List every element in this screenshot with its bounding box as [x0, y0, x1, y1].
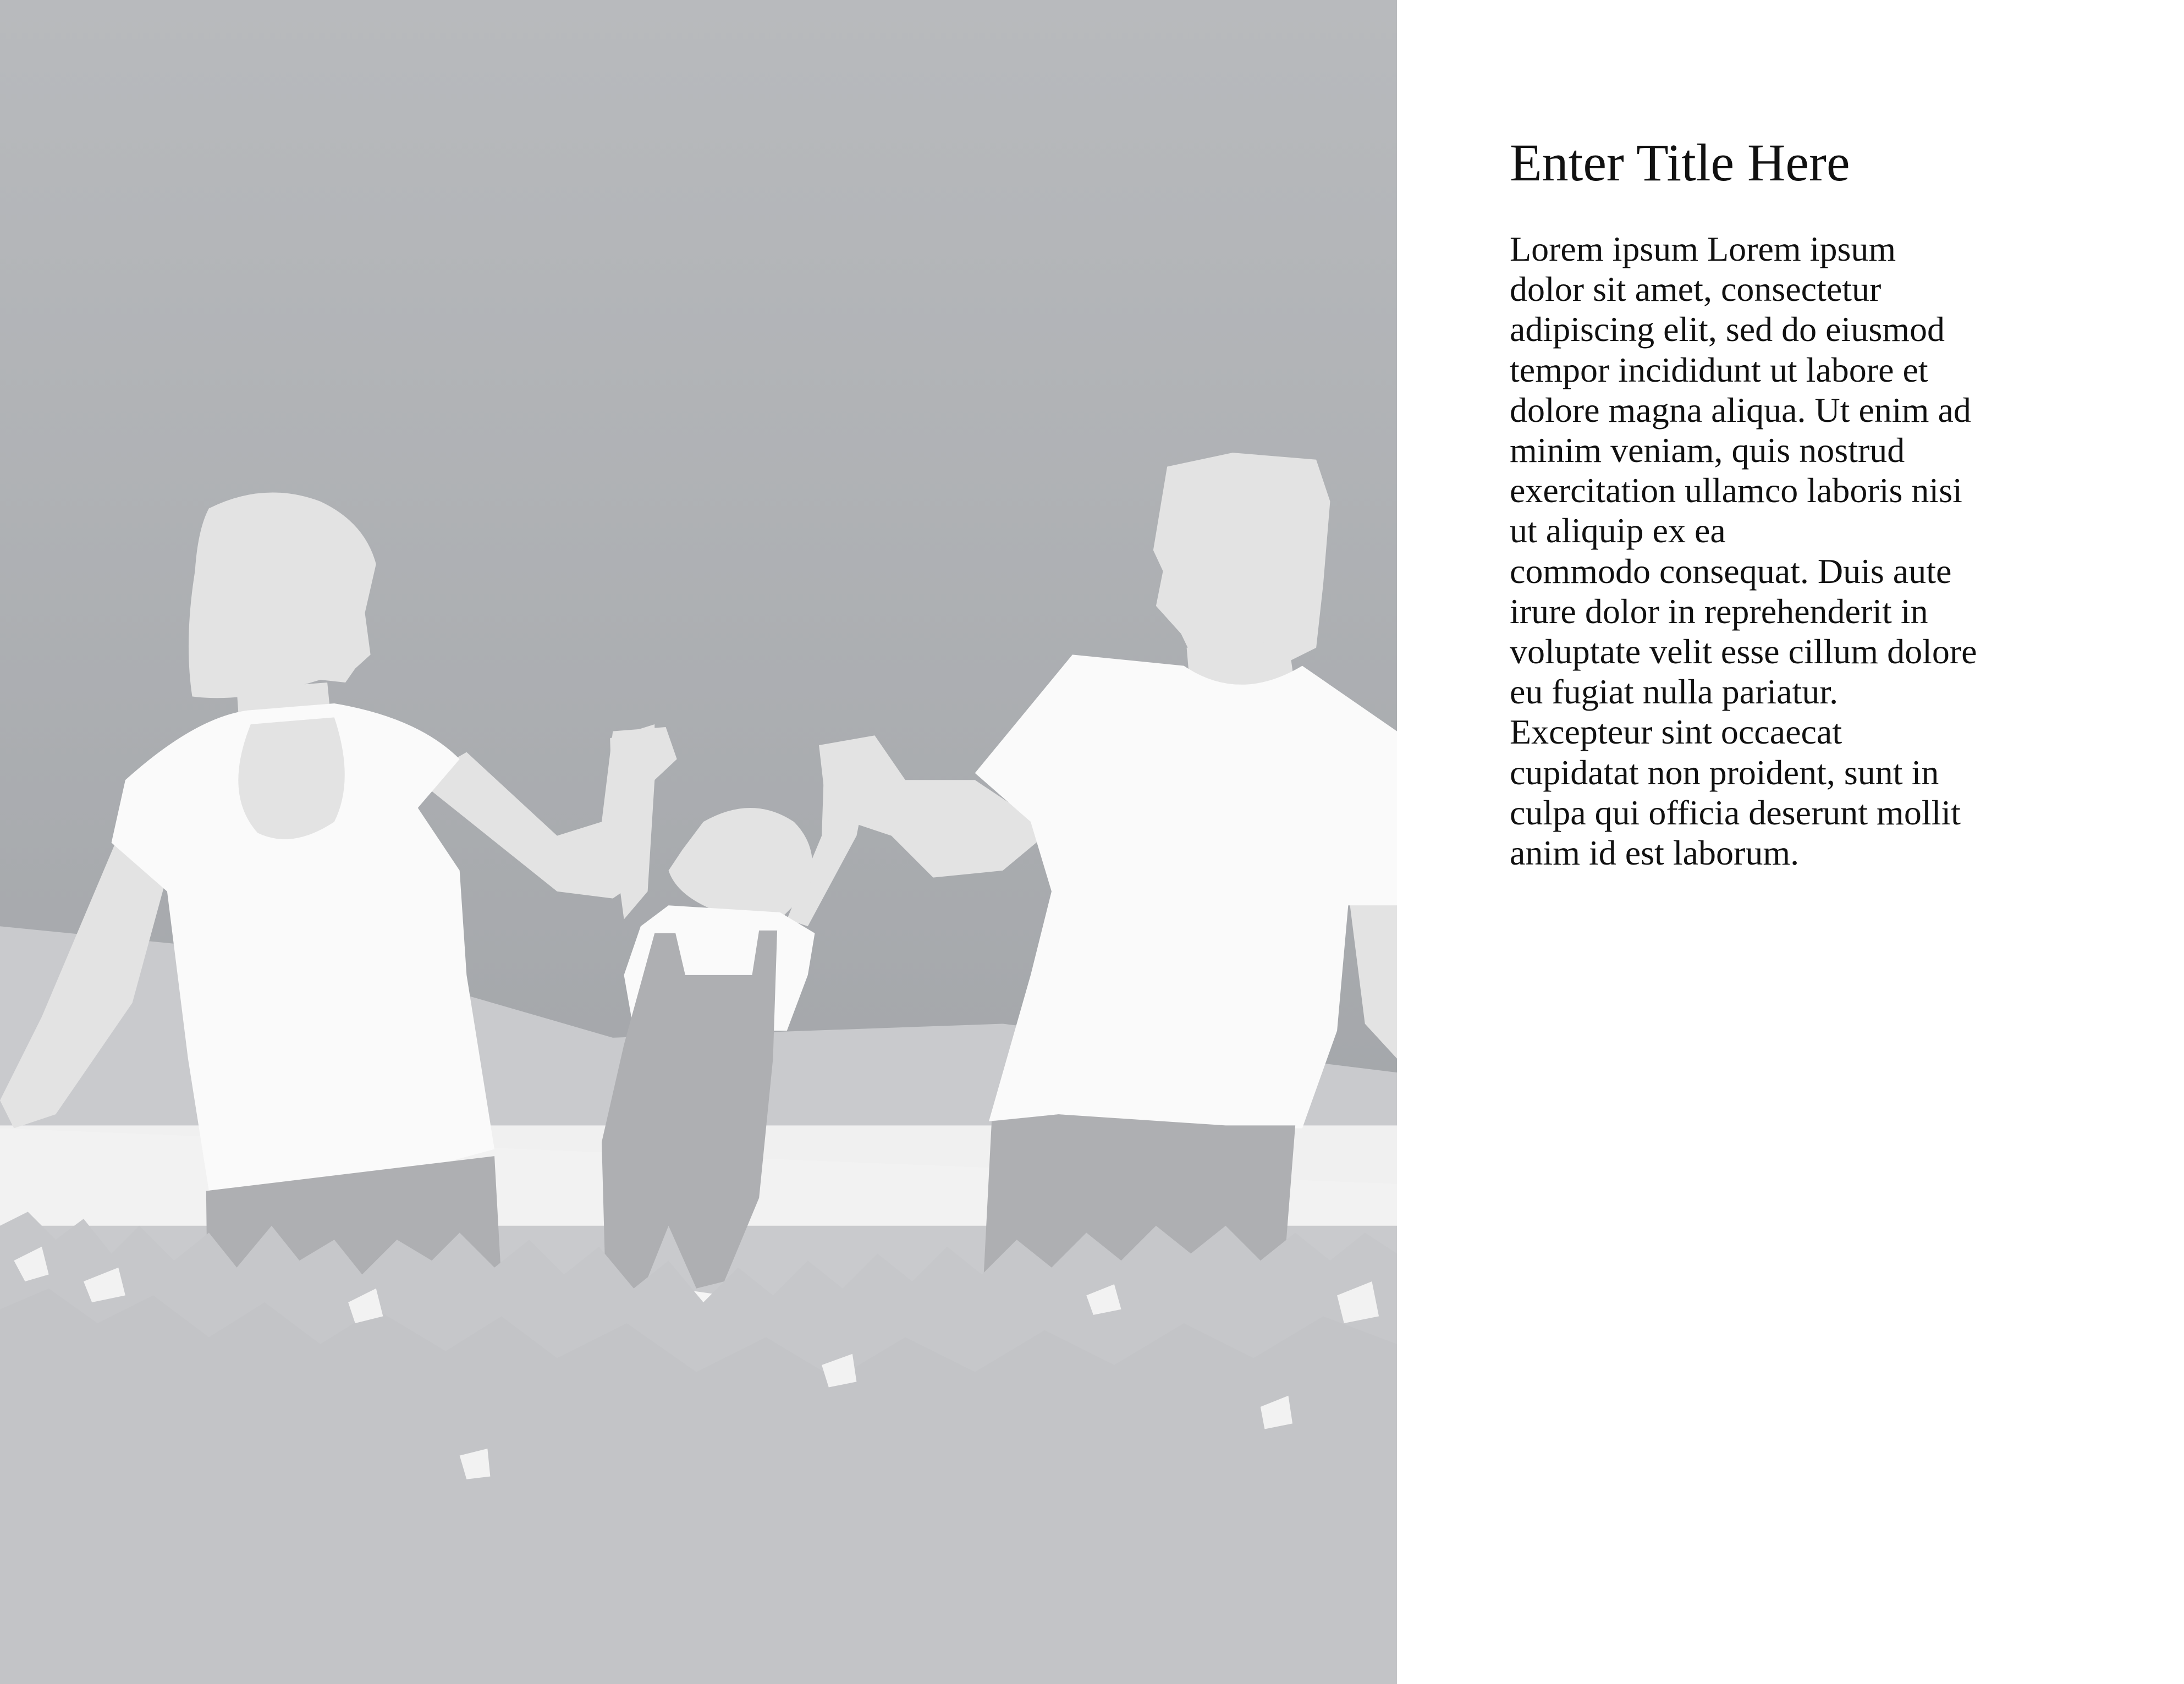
text-panel — [1510, 132, 2071, 873]
page-title: Enter Title Here — [1510, 133, 1850, 192]
body-paragraph: Lorem ipsum Lorem ipsum dolor sit amet, consectetur adipiscing elit, sed do eiusmod tempor incididunt ut labore et dolore magna aliqua. Ut enim ad minim veniam, quis nostrud exercitation ullamco laboris nisi ut aliquip ex ea commodo consequat. Duis aute irure dolor in reprehenderit in voluptate velit esse cillum dolore eu fugiat nulla pariatur. Excepteur sint occaecat cupidatat non proident, sunt in culpa qui officia deserunt mollit anim id est laborum. — [1510, 229, 1977, 873]
